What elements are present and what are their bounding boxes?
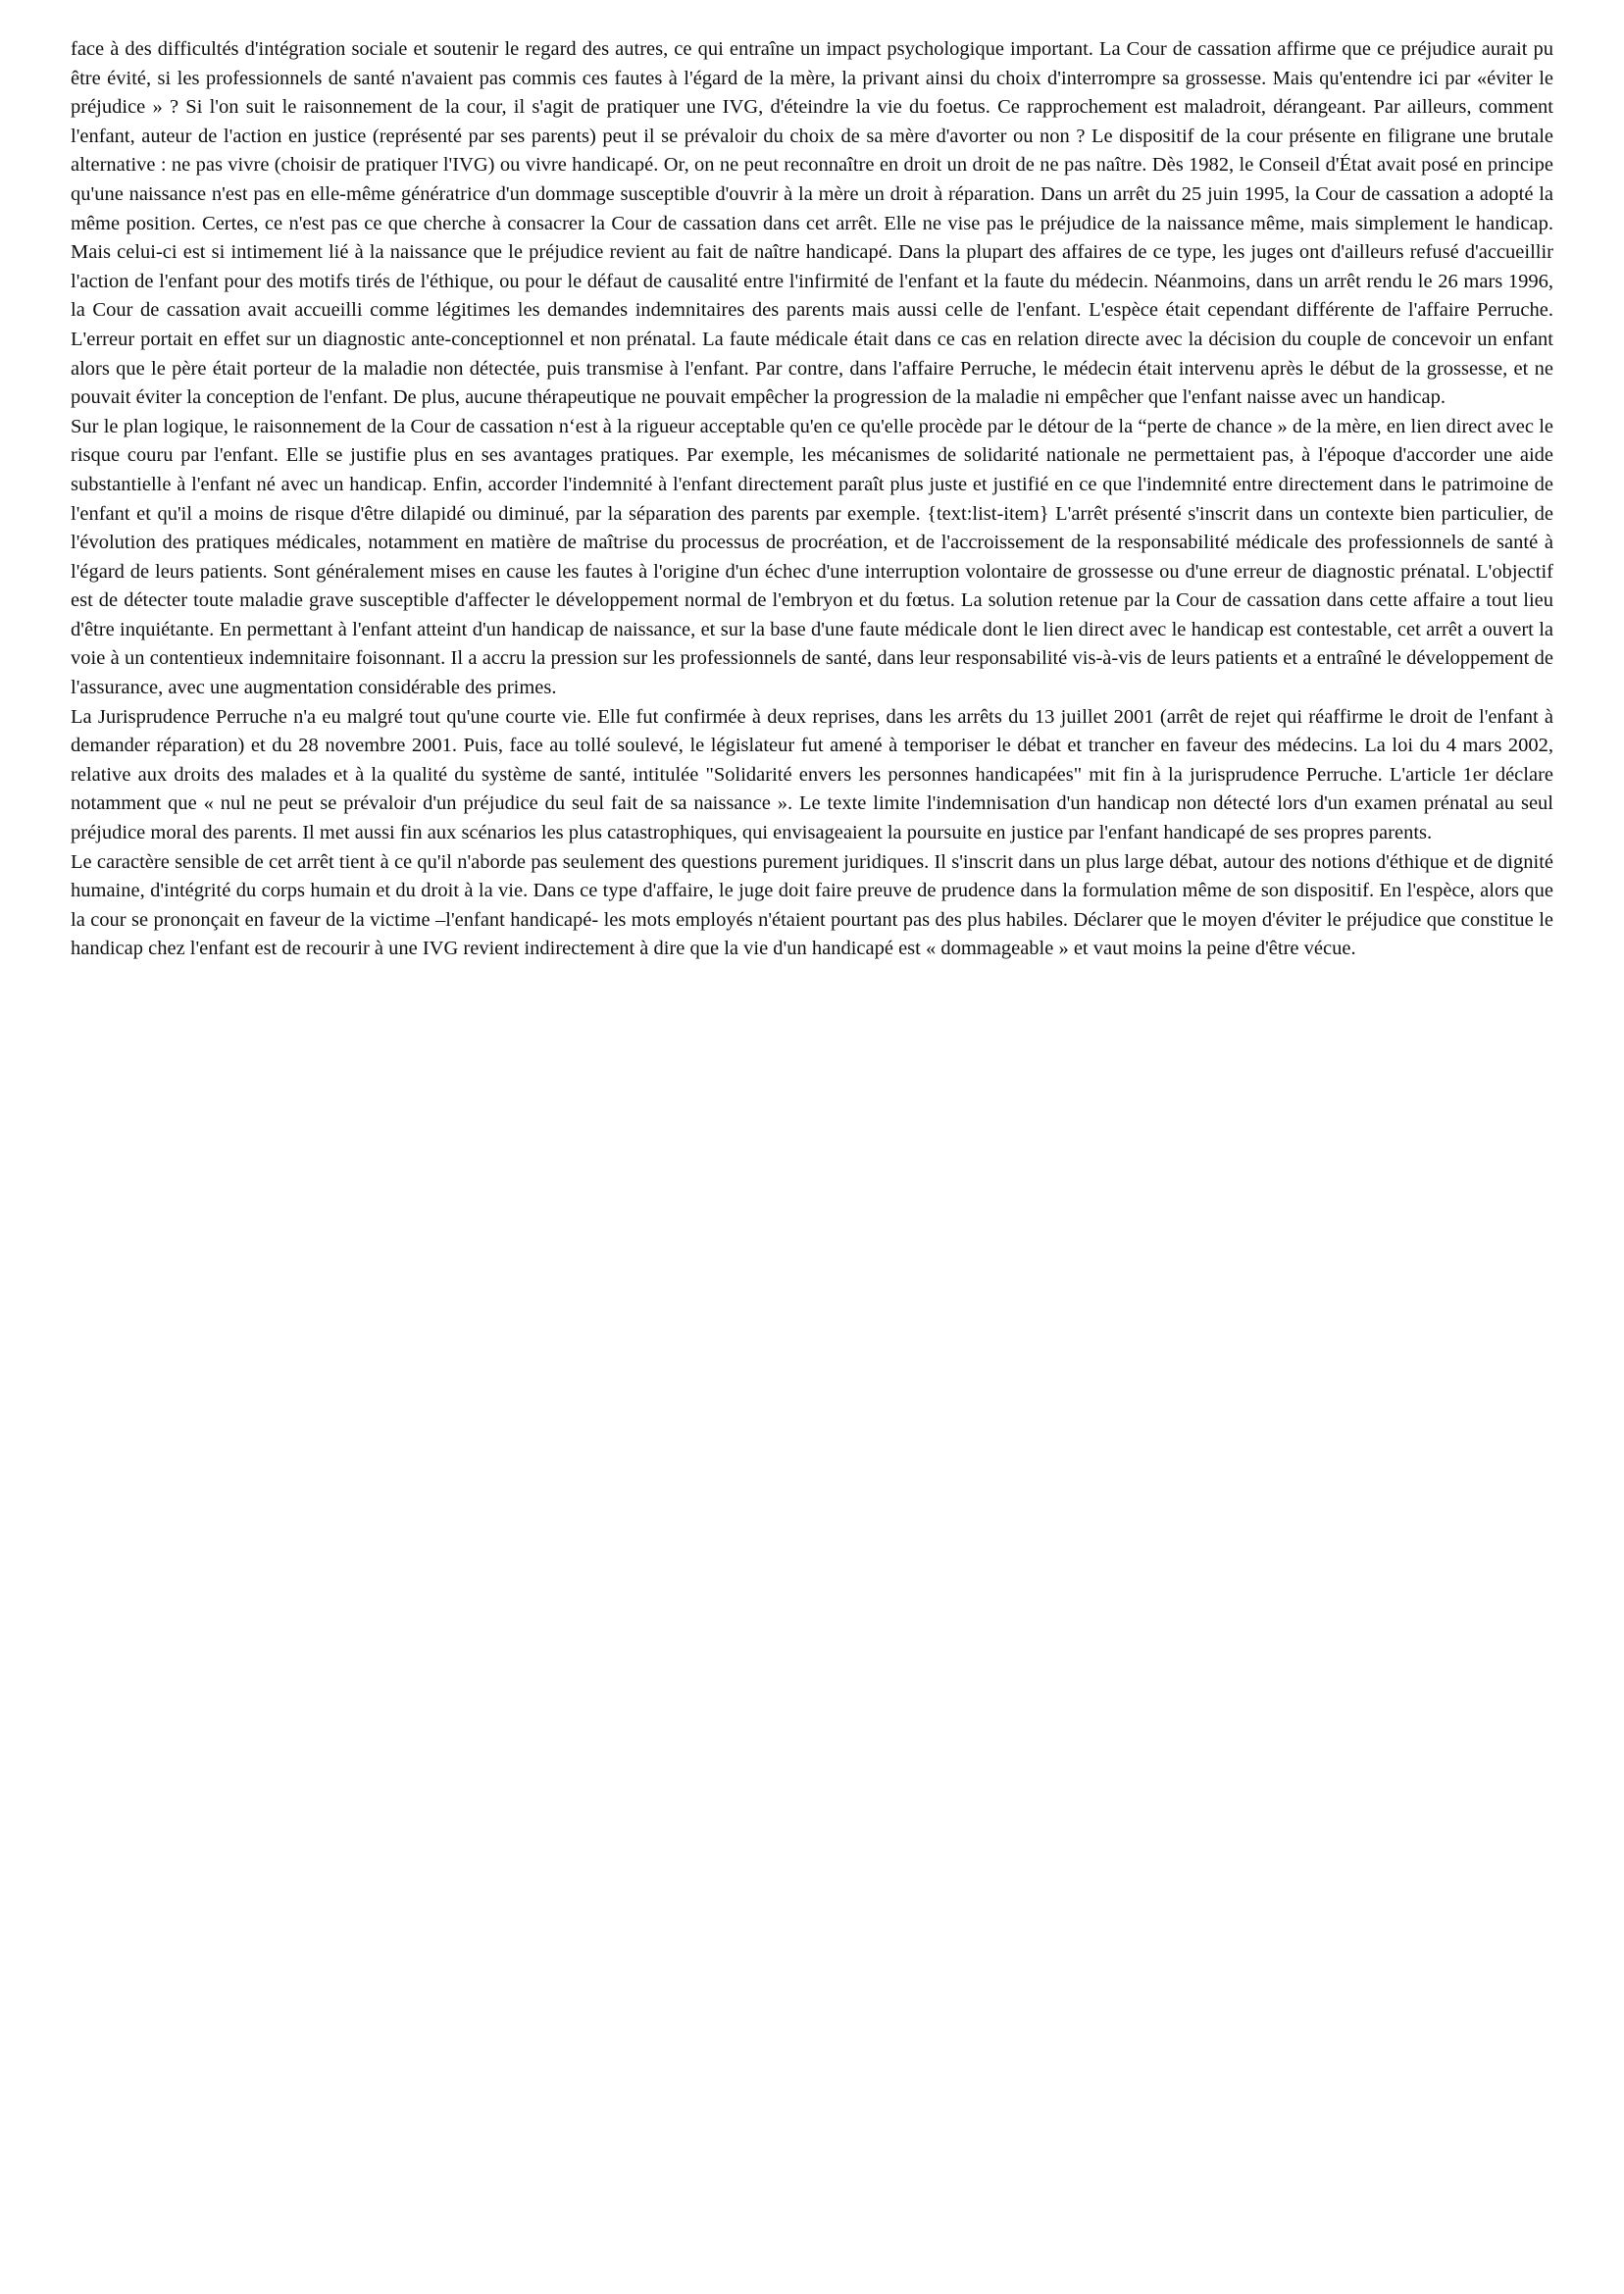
paragraph-2: Sur le plan logique, le raisonnement de la Cour de cassation n‘est à la rigueur acceptable qu'en ce qu'elle procède par le détour de la “perte de chance » de la mère, en lien direct avec le risque couru par l'enfant. Elle se justifie plus en ses avantages pratiques. Par exemple, les mécanismes de solidarité nationale ne permettaient pas, à l'époque d'accorder une aide substantielle à l'enfant né avec un handicap. Enfin, accorder l'indemnité à l'enfant directement paraît plus juste et justifié en ce que l'indemnité entre directement dans le patrimoine de l'enfant et qu'il a moins de risque d'être dilapidé ou diminué, par la séparation des parents par exemple. {text:list-item} L'arrêt présenté s'inscrit dans un contexte bien particulier, de l'évolution des pratiques médicales, notamment en matière de maîtrise du processus de procréation, et de l'accroissement de la responsabilité médicale des professionnels de santé à l'égard de leurs patients. Sont généralement mises en cause les fautes à l'origine d'un échec d'une interruption volontaire de grossesse ou d'une erreur de diagnostic prénatal. L'objectif est de détecter toute maladie grave susceptible d'affecter le développement normal de l'embryon et du fœtus. La solution retenue par la Cour de cassation dans cette affaire a tout lieu d'être inquiétante. En permettant à l'enfant atteint d'un handicap de naissance, et sur la base d'une faute médicale dont le lien direct avec le handicap est contestable, cet arrêt a ouvert la voie à un contentieux indemnitaire foisonnant. Il a accru la pression sur les professionnels de santé, dans leur responsabilité vis-à-vis de leurs patients et a entraîné le développement de l'assurance, avec une augmentation considérable des primes.	[71, 415, 1553, 699]
paragraph-4: Le caractère sensible de cet arrêt tient à ce qu'il n'aborde pas seulement des questions purement juridiques. Il s'inscrit dans un plus large débat, autour des notions d'éthique et de dignité humaine, d'intégrité du corps humain et du droit à la vie. Dans ce type d'affaire, le juge doit faire preuve de prudence dans la formulation même de son dispositif. En l'espèce, alors que la cour se prononçait en faveur de la victime –l'enfant handicapé- les mots employés n'étaient pourtant pas des plus habiles. Déclarer que le moyen d'éviter le préjudice que constitue le handicap chez l'enfant est de recourir à une IVG revient indirectement à dire que la vie d'un handicapé est « dommageable » et vaut moins la peine d'être vécue.	[71, 850, 1553, 960]
document-page	[71, 35, 1553, 964]
paragraph-3: La Jurisprudence Perruche n'a eu malgré tout qu'une courte vie. Elle fut confirmée à deux reprises, dans les arrêts du 13 juillet 2001 (arrêt de rejet qui réaffirme le droit de l'enfant à demander réparation) et du 28 novembre 2001. Puis, face au tollé soulevé, le législateur fut amené à temporiser le débat et trancher en faveur des médecins. La loi du 4 mars 2002, relative aux droits des malades et à la qualité du système de santé, intitulée "Solidarité envers les personnes handicapées" mit fin à la jurisprudence Perruche. L'article 1er déclare notamment que « nul ne peut se prévaloir d'un préjudice du seul fait de sa naissance ». Le texte limite l'indemnisation d'un handicap non détecté lors d'un examen prénatal au seul préjudice moral des parents. Il met aussi fin aux scénarios les plus catastrophiques, qui envisageaient la poursuite en justice par l'enfant handicapé de ses propres parents.	[71, 705, 1553, 844]
paragraph-1: face à des difficultés d'intégration sociale et soutenir le regard des autres, ce qui entraîne un impact psychologique important. La Cour de cassation affirme que ce préjudice aurait pu être évité, si les professionnels de santé n'avaient pas commis ces fautes à l'égard de la mère, la privant ainsi du choix d'interrompre sa grossesse. Mais qu'entendre ici par «éviter le préjudice » ? Si l'on suit le raisonnement de la cour, il s'agit de pratiquer une IVG, d'éteindre la vie du foetus. Ce rapprochement est maladroit, dérangeant. Par ailleurs, comment l'enfant, auteur de l'action en justice (représenté par ses parents) peut il se prévaloir du choix de sa mère d'avorter ou non ? Le dispositif de la cour présente en filigrane une brutale alternative : ne pas vivre (choisir de pratiquer l'IVG) ou vivre handicapé. Or, on ne peut reconnaître en droit un droit de ne pas naître. Dès 1982, le Conseil d'État avait posé en principe qu'une naissance n'est pas en elle-même génératrice d'un dommage susceptible d'ouvrir à la mère un droit à réparation. Dans un arrêt du 25 juin 1995, la Cour de cassation a adopté la même position. Certes, ce n'est pas ce que cherche à consacrer la Cour de cassation dans cet arrêt. Elle ne vise pas le préjudice de la naissance même, mais simplement le handicap. Mais celui-ci est si intimement lié à la naissance que le préjudice revient au fait de naître handicapé. Dans la plupart des affaires de ce type, les juges ont d'ailleurs refusé d'accueillir l'action de l'enfant pour des motifs tirés de l'éthique, ou pour le défaut de causalité entre l'infirmité de l'enfant et la faute du médecin. Néanmoins, dans un arrêt rendu le 26 mars 1996, la Cour de cassation avait accueilli comme légitimes les demandes indemnitaires des parents mais aussi celle de l'enfant. L'espèce était cependant différente de l'affaire Perruche. L'erreur portait en effet sur un diagnostic ante-conceptionnel et non prénatal. La faute médicale était dans ce cas en relation directe avec la décision du couple de concevoir un enfant alors que le père était porteur de la maladie non détectée, puis transmise à l'enfant. Par contre, dans l'affaire Perruche, le médecin était intervenu après le début de la grossesse, et ne pouvait éviter la conception de l'enfant. De plus, aucune thérapeutique ne pouvait empêcher la progression de la maladie ni empêcher que l'enfant naisse avec un handicap.	[71, 38, 1553, 409]
